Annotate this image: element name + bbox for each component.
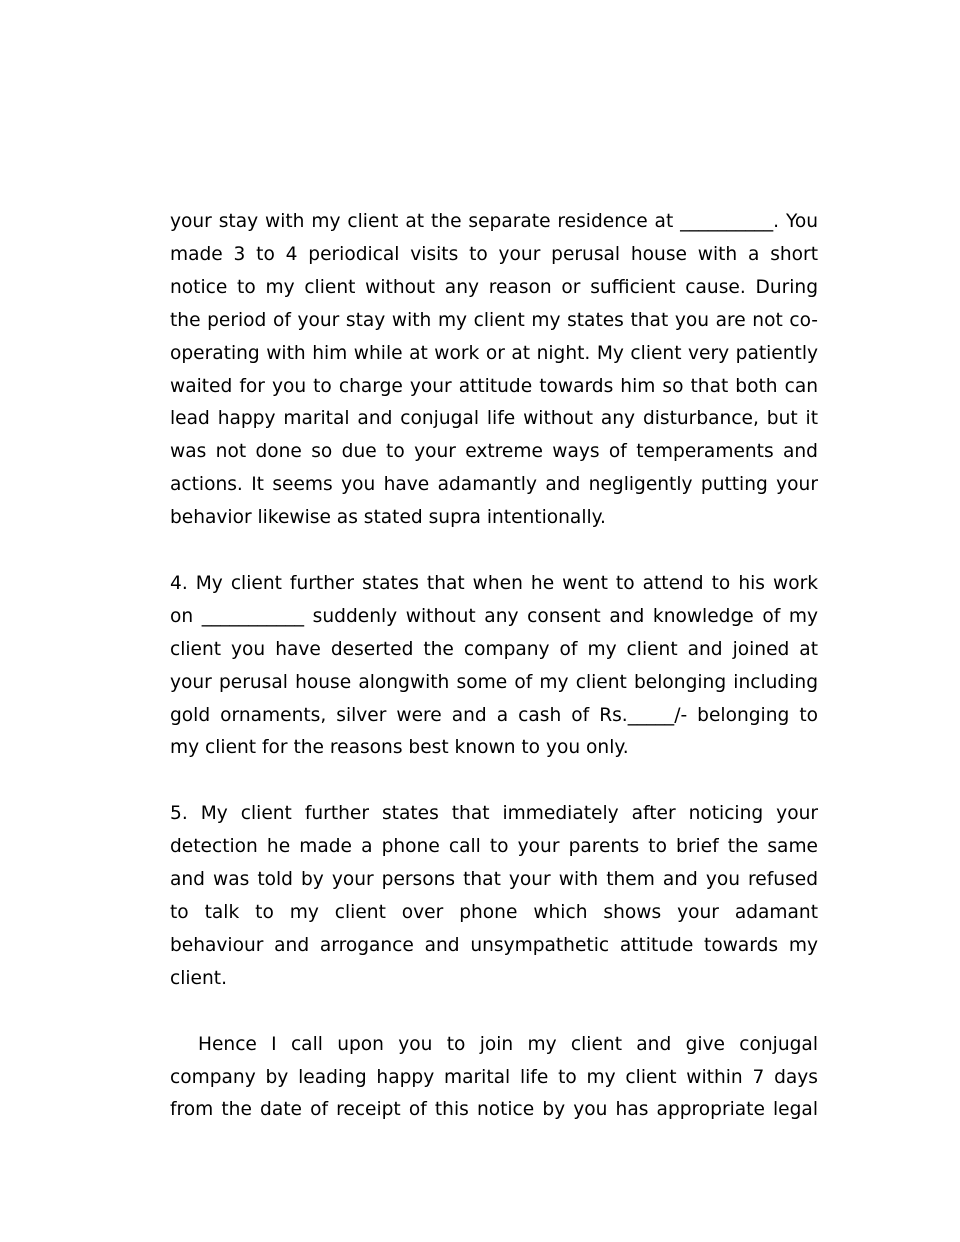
paragraph-continuation bbox=[170, 206, 818, 535]
text-line: gold ornaments, silver were and a cash of Rs._____/- belonging to bbox=[170, 704, 818, 726]
notice-body bbox=[170, 206, 818, 1160]
paragraph-hence bbox=[170, 1029, 818, 1128]
text-line: client. bbox=[170, 967, 227, 989]
text-line: your perusal house alongwith some of my client belonging including bbox=[170, 671, 818, 693]
text-line: actions. It seems you have adamantly and negligently putting your bbox=[170, 474, 818, 496]
text-line: waited for you to charge your attitude towards him so that both can bbox=[170, 375, 818, 397]
text-line: Hence I call upon you to join my client and give conjugal bbox=[198, 1033, 818, 1055]
text-line: to talk to my client over phone which shows your adamant bbox=[170, 902, 818, 923]
text-line: my client for the reasons best known to you only. bbox=[170, 737, 629, 759]
text-line: 5. My client further states that immediately after noticing your bbox=[170, 803, 818, 825]
text-line: was not done so due to your extreme ways of temperaments and bbox=[170, 441, 818, 463]
paragraph-point-5 bbox=[170, 798, 818, 995]
text-line: behavior likewise as stated supra intentionally. bbox=[170, 507, 606, 529]
text-line: the period of your stay with my client my states that you are not co- bbox=[170, 309, 818, 331]
text-line: operating with him while at work or at night. My client very patiently bbox=[170, 342, 818, 364]
text-line: company by leading happy marital life to my client within 7 days bbox=[170, 1066, 818, 1088]
text-line: from the date of receipt of this notice by you has appropriate legal bbox=[170, 1099, 818, 1121]
text-line: behaviour and arrogance and unsympathetic attitude towards my bbox=[170, 934, 818, 956]
text-line: and was told by your persons that your with them and you refused bbox=[170, 869, 818, 891]
text-line: client you have deserted the company of my client and joined at bbox=[170, 638, 818, 660]
text-line: lead happy marital and conjugal life without any disturbance, but it bbox=[170, 408, 818, 430]
text-line: 4. My client further states that when he went to attend to his work bbox=[170, 572, 818, 594]
text-line: on ___________ suddenly without any consent and knowledge of my bbox=[170, 605, 818, 627]
text-line: made 3 to 4 periodical visits to your perusal house with a short bbox=[170, 243, 818, 265]
paragraph-point-4 bbox=[170, 568, 818, 765]
text-line: detection he made a phone call to your parents to brief the same bbox=[170, 836, 818, 858]
text-line: your stay with my client at the separate residence at __________. You bbox=[170, 211, 818, 232]
text-line: notice to my client without any reason or sufficient cause. During bbox=[170, 276, 818, 298]
